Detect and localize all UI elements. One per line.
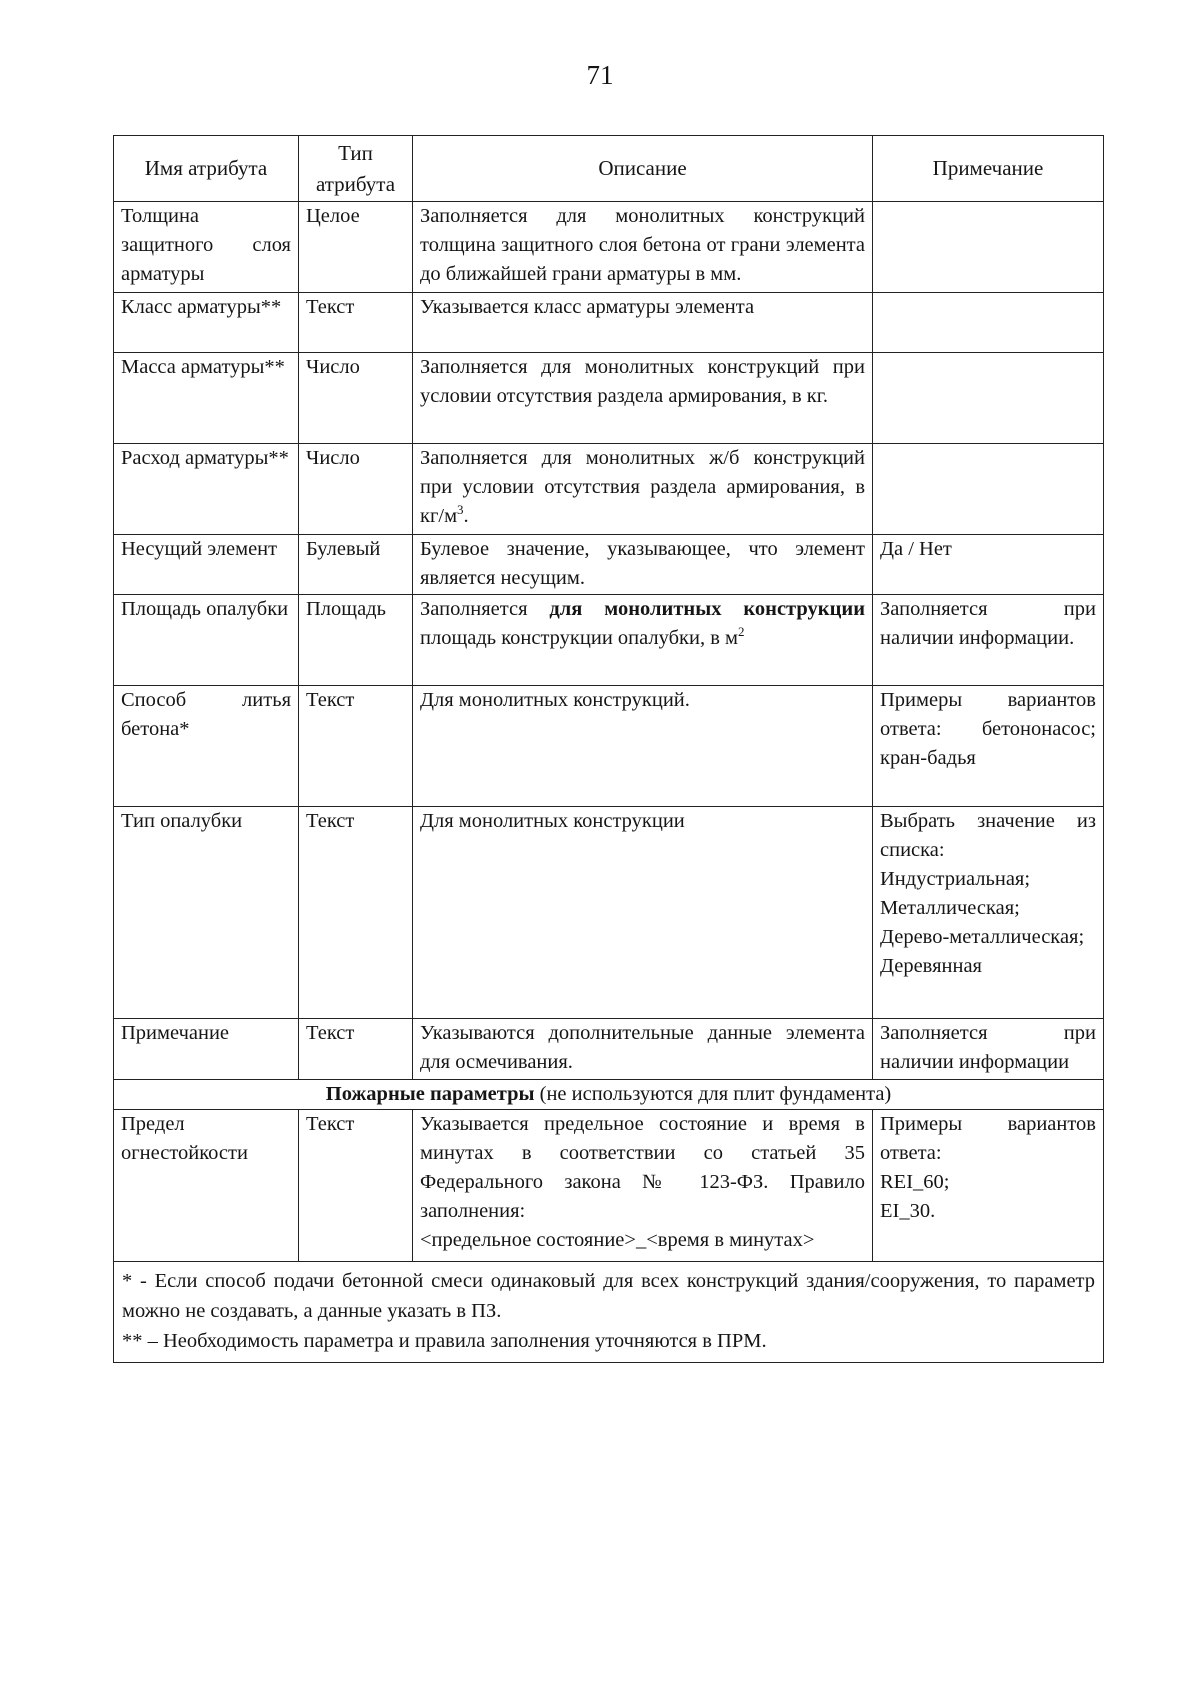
attribute-name: Несущий элемент <box>114 535 299 595</box>
attribute-name: Площадь опалубки <box>114 595 299 686</box>
note-line: EI_30. <box>880 1200 936 1222</box>
attribute-description: Для монолитных конструкции <box>413 807 873 1019</box>
footnote-single-star: * - Если способ подачи бетонной смеси одинаковый для всех конструкций здания/сооружения, то параметр можно не создавать, а данные указать в ПЗ. <box>122 1270 1095 1322</box>
attribute-description: Заполняется для монолитных конструкций толщина защитного слоя бетона от грани элемента до ближайшей грани арматуры в мм. <box>413 202 873 293</box>
footnotes <box>114 1262 1104 1363</box>
attribute-type: Текст <box>299 807 413 1019</box>
attribute-note <box>873 807 1104 1019</box>
attribute-name: Тип опалубки <box>114 807 299 1019</box>
attribute-description <box>413 595 873 686</box>
header-description: Описание <box>413 136 873 202</box>
attribute-name: Примечание <box>114 1019 299 1080</box>
table-row <box>114 293 1104 353</box>
header-note: Примечание <box>873 136 1104 202</box>
attribute-name: Толщина защитного слоя арматуры <box>114 202 299 293</box>
description-text: Заполняется для монолитных ж/б конструкций при условии отсутствия раздела армирования, в кг/м <box>420 447 865 527</box>
attribute-name: Расход арматуры** <box>114 444 299 535</box>
attribute-note <box>873 1110 1104 1262</box>
table-row <box>114 686 1104 807</box>
section-subtitle: (не используются для плит фундамента) <box>534 1083 892 1105</box>
attribute-note: Заполняется при наличии информации. <box>873 595 1104 686</box>
page-number: 71 <box>586 60 614 90</box>
attribute-note: Заполняется при наличии информации <box>873 1019 1104 1080</box>
attribute-note <box>873 353 1104 444</box>
description-text: Заполняется <box>420 598 550 620</box>
table-row <box>114 353 1104 444</box>
section-header-row <box>114 1080 1104 1110</box>
table-header-row <box>114 136 1104 202</box>
attribute-type: Текст <box>299 1019 413 1080</box>
attribute-type: Площадь <box>299 595 413 686</box>
description-end: . <box>463 505 469 527</box>
attribute-name: Масса арматуры** <box>114 353 299 444</box>
description-bold-text: для монолитных конструкции <box>549 598 866 620</box>
attribute-type: Число <box>299 353 413 444</box>
attribute-type: Число <box>299 444 413 535</box>
table-row <box>114 807 1104 1019</box>
section-header <box>114 1080 1104 1110</box>
attribute-note <box>873 444 1104 535</box>
attribute-description: Заполняется для монолитных конструкций при условии отсутствия раздела армирования, в кг. <box>413 353 873 444</box>
attribute-description: Указывается класс арматуры элемента <box>413 293 873 353</box>
table-row <box>114 1019 1104 1080</box>
description-text-continued: площадь конструкции опалубки, в м <box>420 627 739 649</box>
attribute-description: Булевое значение, указывающее, что элемент является несущим. <box>413 535 873 595</box>
attribute-description: Для монолитных конструкций. <box>413 686 873 807</box>
attribute-type: Текст <box>299 293 413 353</box>
attribute-type: Булевый <box>299 535 413 595</box>
footnotes-row <box>114 1262 1104 1363</box>
attribute-type: Текст <box>299 1110 413 1262</box>
description-text: Указывается предельное состояние и время в минутах в соответствии со статьей 35 Федерального закона № 123-ФЗ. Правило заполнения: <box>420 1113 865 1222</box>
section-title: Пожарные параметры <box>325 1083 535 1105</box>
note-line: Дерево-металлическая; <box>880 926 1085 948</box>
note-line: REI_60; <box>880 1171 950 1193</box>
table-row <box>114 535 1104 595</box>
attribute-table <box>113 135 1104 1363</box>
attribute-type: Текст <box>299 686 413 807</box>
attribute-description <box>413 444 873 535</box>
attribute-name: Предел огнестойкости <box>114 1110 299 1262</box>
unit-superscript: 2 <box>738 624 745 640</box>
header-attribute-name: Имя атрибута <box>114 136 299 202</box>
note-line: Металлическая; <box>880 897 1020 919</box>
attribute-description <box>413 1110 873 1262</box>
table-row <box>114 444 1104 535</box>
note-line: Индустриальная; <box>880 868 1031 890</box>
table-row <box>114 1110 1104 1262</box>
attribute-note <box>873 293 1104 353</box>
note-line: Примеры вариантов ответа: <box>880 1113 1096 1164</box>
table-row <box>114 595 1104 686</box>
attribute-description: Указываются дополнительные данные элемента для осмечивания. <box>413 1019 873 1080</box>
attribute-name: Класс арматуры** <box>114 293 299 353</box>
attribute-note: Да / Нет <box>873 535 1104 595</box>
attribute-note: Примеры вариантов ответа: бетононасос; кран-бадья <box>873 686 1104 807</box>
header-attribute-type: Тип атрибута <box>299 136 413 202</box>
note-line: Выбрать значение из списка: <box>880 810 1096 861</box>
attribute-type: Целое <box>299 202 413 293</box>
description-format: <предельное состояние>_<время в минутах> <box>420 1229 815 1251</box>
footnote-double-star: ** – Необходимость параметра и правила заполнения уточняются в ПРМ. <box>122 1330 767 1352</box>
attribute-name: Способ литья бетона* <box>114 686 299 807</box>
attribute-note <box>873 202 1104 293</box>
unit-superscript: 3 <box>457 502 464 518</box>
note-line: Деревянная <box>880 955 982 977</box>
table-row <box>114 202 1104 293</box>
